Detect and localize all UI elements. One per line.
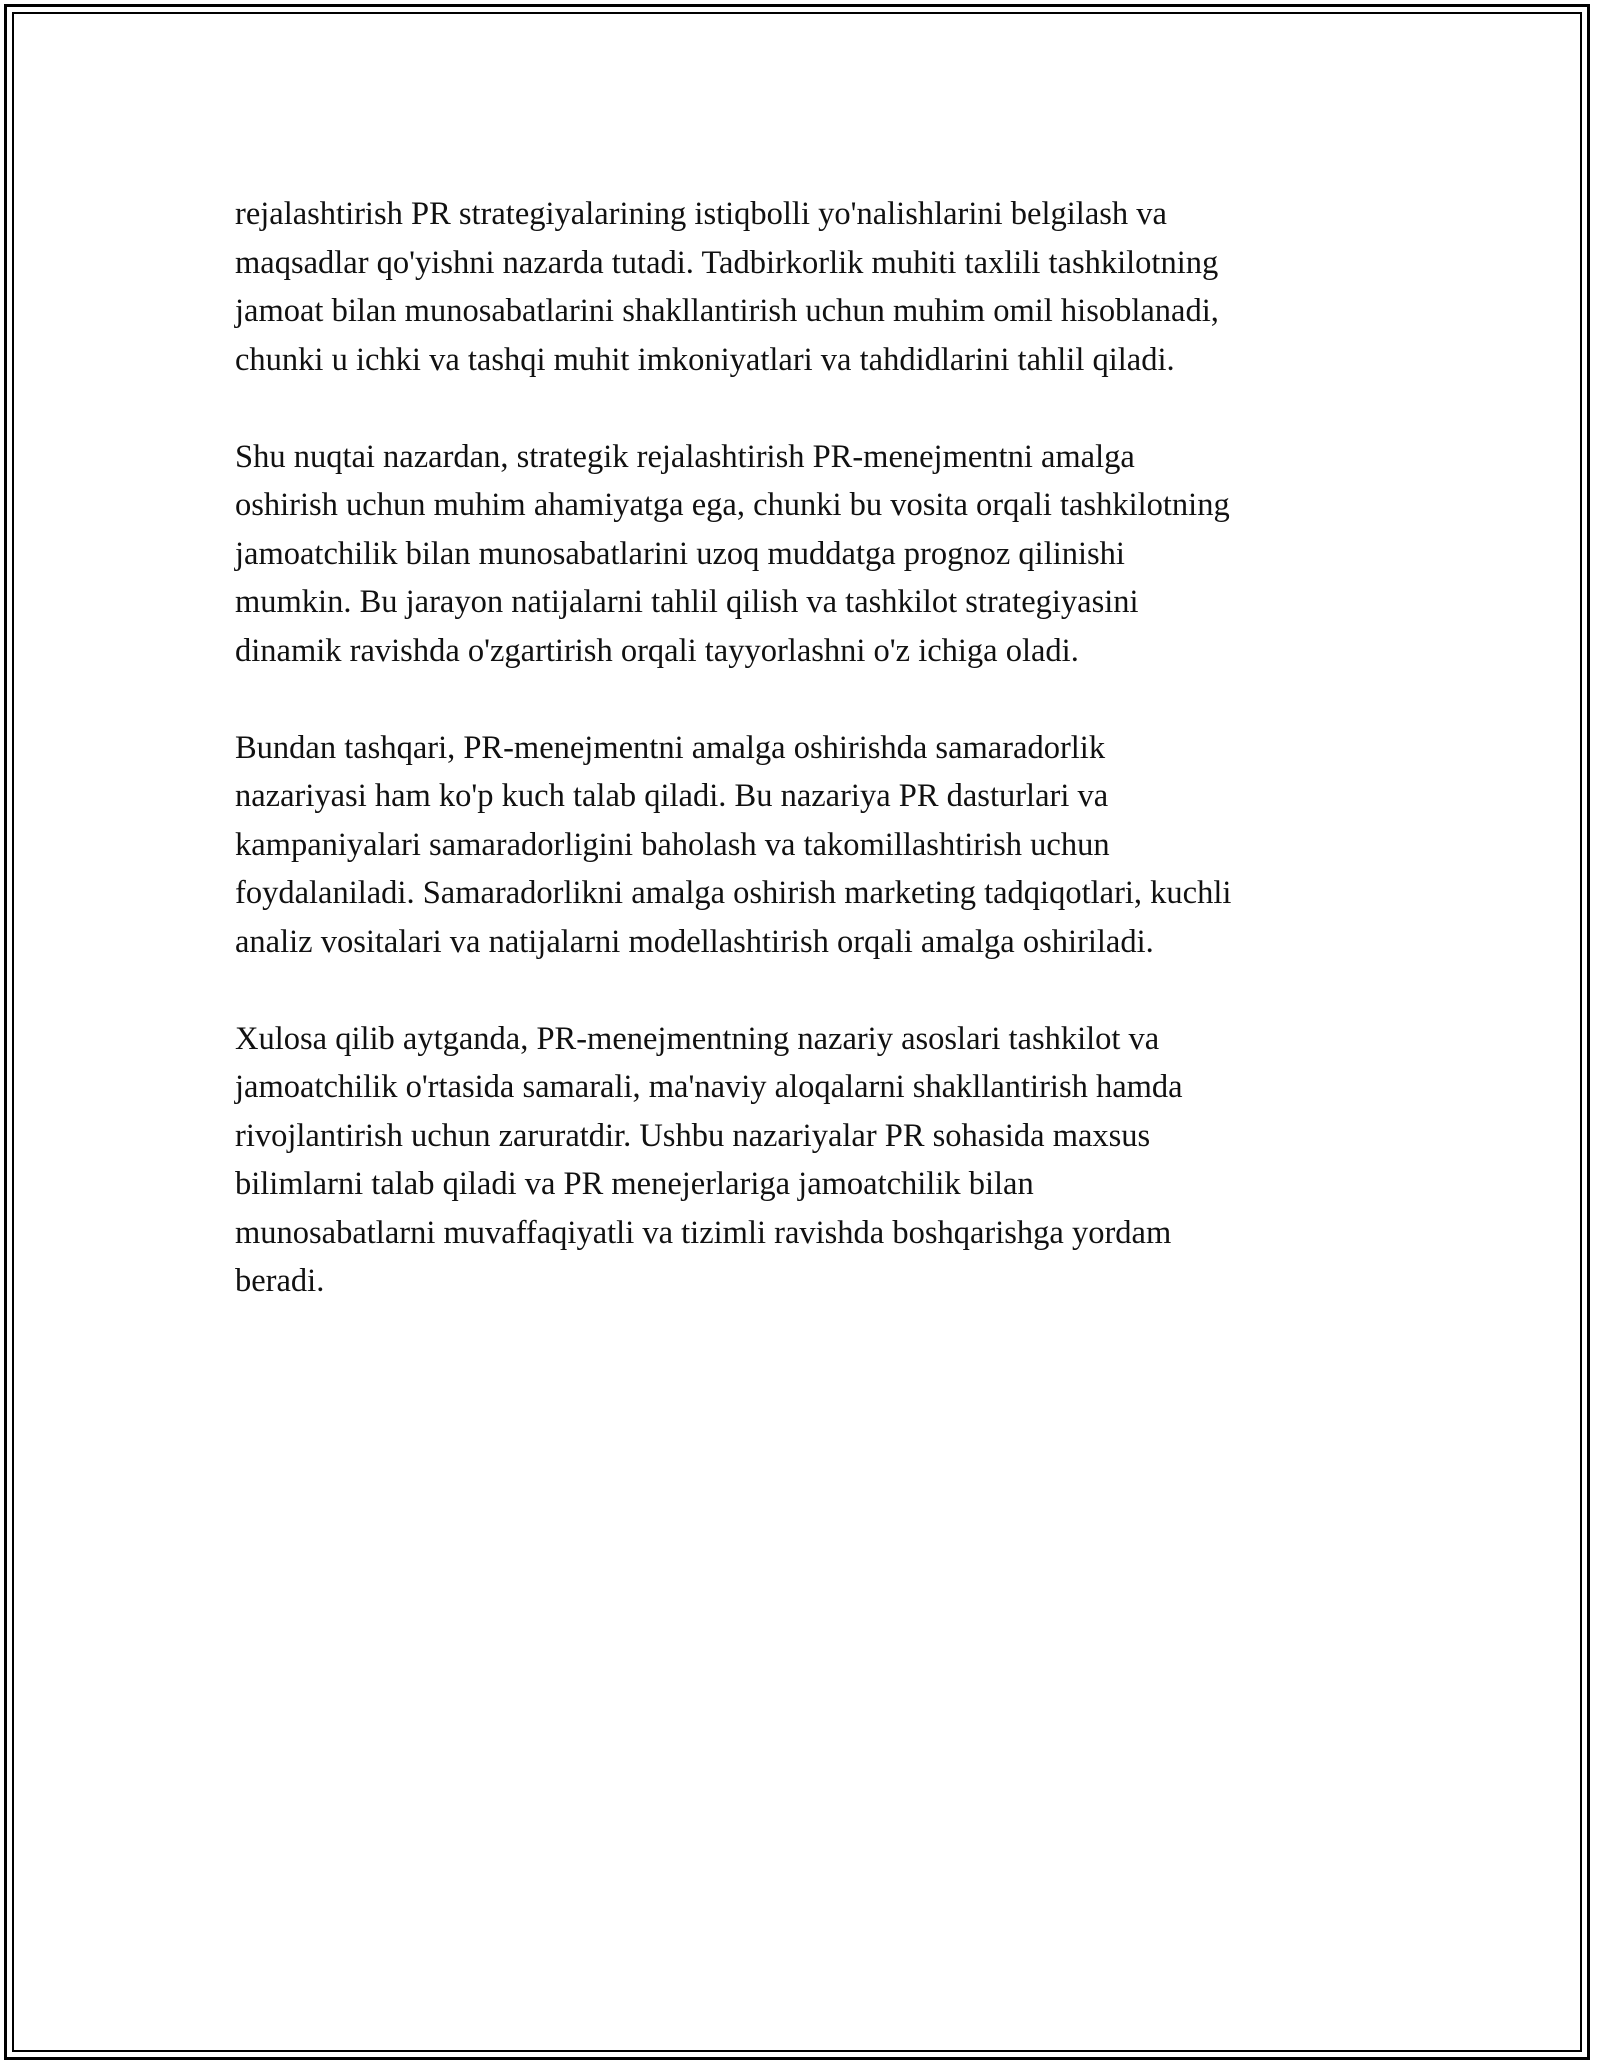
text-line: foydalaniladi. Samaradorlikni amalga oshirish marketing tadqiqotlari, kuchli: [235, 875, 1232, 911]
text-line: bilimlarni talab qiladi va PR menejerlariga jamoatchilik bilan: [235, 1166, 1034, 1202]
text-line: analiz vositalari va natijalarni modellashtirish orqali amalga oshiriladi.: [235, 923, 1154, 960]
text-line: rejalashtirish PR strategiyalarining istiqbolli yo'nalishlarini belgilash va: [235, 196, 1167, 232]
text-line: jamoatchilik bilan munosabatlarini uzoq muddatga prognoz qilinishi: [235, 535, 1125, 572]
text-line: kampaniyalari samaradorligini baholash va takomillashtirish uchun: [235, 826, 1110, 863]
text-line: munosabatlarni muvaffaqiyatli va tizimli ravishda boshqarishga yordam: [235, 1214, 1172, 1251]
text-line: rivojlantirish uchun zaruratdir. Ushbu nazariyalar PR sohasida maxsus: [235, 1117, 1151, 1154]
text-line: nazariyasi ham ko'p kuch talab qiladi. Bu nazariya PR dasturlari va: [235, 778, 1109, 814]
text-line: Shu nuqtai nazardan, strategik rejalashtirish PR-menejmentni amalga: [235, 438, 1135, 475]
text-line: dinamik ravishda o'zgartirish orqali tayyorlashni o'z ichiga oladi.: [235, 632, 1079, 669]
paragraph-conclusion: [235, 1015, 1385, 1306]
paragraph-strategic-planning: [235, 190, 1385, 384]
paragraph-pr-management: [235, 433, 1385, 676]
text-line: maqsadlar qo'yishni nazarda tutadi. Tadbirkorlik muhiti taxlili tashkilotning: [235, 244, 1219, 281]
document-body: [235, 190, 1385, 1354]
paragraph-efficiency-theory: [235, 724, 1385, 967]
text-line: beradi.: [235, 1263, 325, 1299]
text-line: jamoat bilan munosabatlarini shakllantirish uchun muhim omil hisoblanadi,: [235, 293, 1219, 329]
text-line: oshirish uchun muhim ahamiyatga ega, chunki bu vosita orqali tashkilotning: [235, 487, 1230, 523]
text-line: jamoatchilik o'rtasida samarali, ma'naviy aloqalarni shakllantirish hamda: [235, 1069, 1183, 1105]
text-line: mumkin. Bu jarayon natijalarni tahlil qilish va tashkilot strategiyasini: [235, 584, 1139, 620]
text-line: Bundan tashqari, PR-menejmentni amalga oshirishda samaradorlik: [235, 729, 1106, 766]
text-line: chunki u ichki va tashqi muhit imkoniyatlari va tahdidlarini tahlil qiladi.: [235, 341, 1175, 378]
text-line: Xulosa qilib aytganda, PR-menejmentning nazariy asoslari tashkilot va: [235, 1020, 1160, 1057]
